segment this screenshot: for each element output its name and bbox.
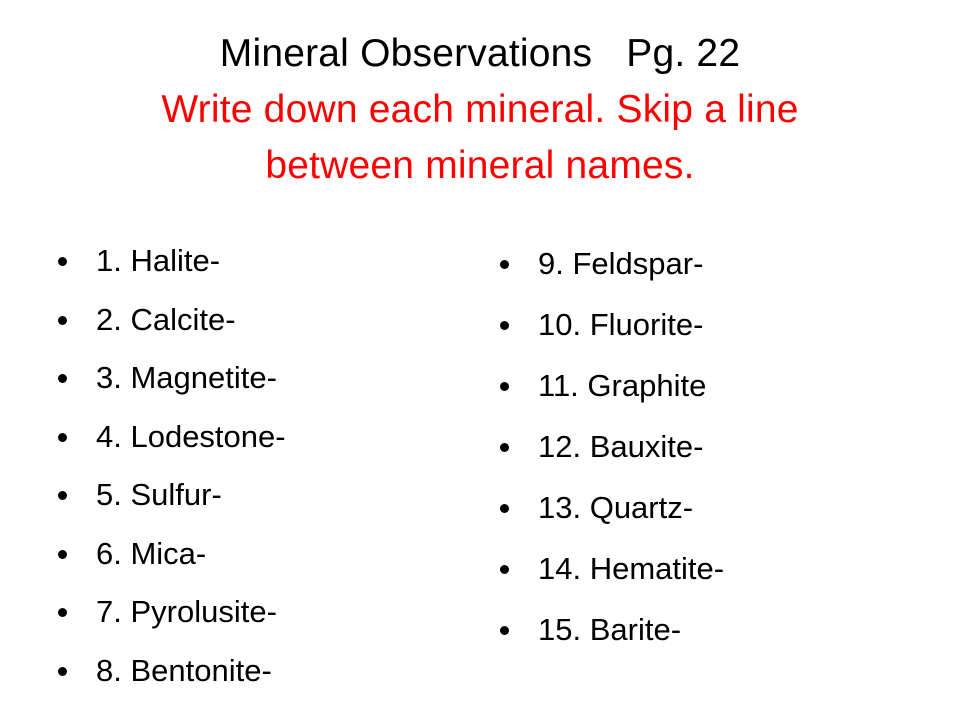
list-item: [500, 599, 724, 660]
mineral-list-left: [58, 232, 286, 700]
page-number: Pg. 22: [626, 32, 741, 75]
bullet-icon: [58, 491, 67, 500]
mineral-label: 8. Bentonite-: [96, 652, 272, 688]
bullet-icon: [500, 260, 509, 269]
mineral-label: 6. Mica-: [96, 535, 207, 571]
list-item: [58, 583, 286, 642]
bullet-icon: [58, 374, 67, 383]
bullet-icon: [58, 316, 67, 325]
mineral-label: 3. Magnetite-: [96, 360, 277, 395]
list-item: [58, 232, 286, 291]
mineral-label: 12. Bauxite-: [538, 429, 704, 464]
mineral-label: 5. Sulfur-: [96, 477, 222, 512]
bullet-icon: [500, 626, 509, 635]
mineral-label: 10. Fluorite-: [538, 307, 704, 342]
list-item: [500, 416, 724, 477]
mineral-label: 4. Lodestone-: [96, 418, 286, 454]
slide-title: [40, 26, 920, 194]
mineral-list-right: [500, 233, 724, 660]
list-item: [58, 408, 286, 467]
mineral-label: 15. Barite-: [538, 612, 682, 647]
list-item: [58, 525, 286, 584]
bullet-icon: [58, 433, 67, 442]
mineral-label: 2. Calcite-: [96, 301, 236, 337]
list-item: [500, 355, 724, 416]
instruction-line-1: Write down each mineral. Skip a line: [161, 88, 799, 131]
bullet-icon: [58, 608, 67, 617]
list-item: [58, 349, 286, 408]
mineral-label: 9. Feldspar-: [538, 246, 704, 281]
mineral-label: 11. Graphite: [538, 368, 707, 403]
list-item: [58, 642, 286, 701]
bullet-icon: [500, 443, 509, 452]
mineral-label: 13. Quartz-: [538, 490, 694, 525]
list-item: [58, 466, 286, 525]
bullet-icon: [500, 321, 509, 330]
list-item: [500, 538, 724, 599]
bullet-icon: [500, 504, 509, 513]
title-text: Mineral Observations: [219, 32, 593, 75]
bullet-icon: [58, 667, 67, 676]
mineral-label: 7. Pyrolusite-: [96, 594, 277, 629]
list-item: [500, 294, 724, 355]
mineral-label: 1. Halite-: [96, 243, 221, 278]
title-line: [40, 26, 920, 82]
instruction-line-2: between mineral names.: [265, 144, 695, 187]
bullet-icon: [500, 382, 509, 391]
bullet-icon: [58, 550, 67, 559]
list-item: [500, 233, 724, 294]
bullet-icon: [58, 257, 67, 266]
bullet-icon: [500, 565, 509, 574]
list-item: [58, 291, 286, 350]
mineral-label: 14. Hematite-: [538, 551, 725, 586]
list-item: [500, 477, 724, 538]
